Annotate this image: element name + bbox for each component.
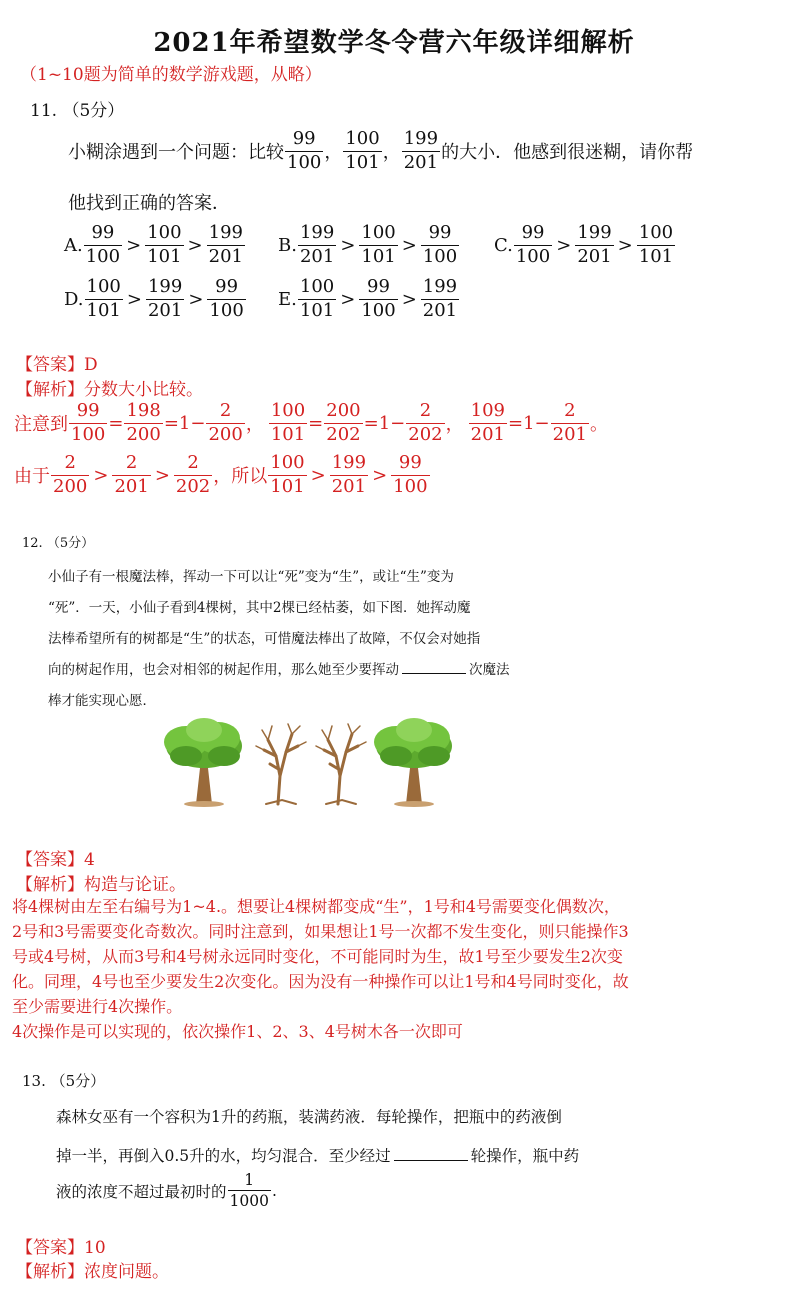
q12-stem-line: “死”．一天，小仙子看到4棵树，其中2棵已经枯萎，如下图．她挥动魔	[48, 600, 471, 616]
page-title: 2021年希望数学冬令营六年级详细解析	[153, 28, 635, 58]
q11-option-c: C. $\frac{99}{100}$ > $\frac{199}{201}$ > $\frac{100}{101}$	[494, 222, 674, 267]
q11-option-b: B. $\frac{199}{201}$ > $\frac{100}{101}$ > $\frac{99}{100}$	[278, 222, 458, 267]
q12-stem-line: 小仙子有一根魔法棒，挥动一下可以让“死”变为“生”，或让“生”变为	[48, 569, 454, 585]
trees-illustration	[156, 716, 456, 808]
fraction: $\frac{199}{201}$	[403, 128, 439, 173]
q12-stem-line: 棒才能实现心愿．	[48, 693, 156, 709]
comma: ，	[382, 142, 401, 164]
q12-answer: 【答案】4	[16, 850, 95, 870]
q13-stem-line1: 森林女巫有一个容积为1升的药瓶，装满药液．每轮操作，把瓶中的药液倒	[56, 1108, 562, 1126]
q11-analysis-label: 【解析】分数大小比较。	[16, 380, 203, 400]
q13-analysis-label: 【解析】浓度问题。	[16, 1262, 169, 1282]
answer-blank	[402, 659, 466, 674]
withered-tree-icon	[316, 724, 366, 804]
q11-analysis-line1: 注意到 $\frac{99}{100}$ = $\frac{198}{200}$ = 1− $\frac{2}{200}$ ， $\frac{100}{101}$ = $\frac{200}{202}$ = 1− $\frac{2}{202}$ ， $\frac{109}{201}$ = 1− $\frac{2}{201}$ 。	[14, 400, 608, 445]
q12-stem	[48, 562, 510, 717]
q11-stem-line2: 他找到正确的答案．	[68, 193, 230, 214]
withered-tree-icon	[256, 724, 306, 804]
q11-option-a: A. $\frac{99}{100}$ > $\frac{100}{101}$ > $\frac{199}{201}$	[64, 222, 243, 267]
answer-blank	[394, 1144, 468, 1161]
fraction: $\frac{99}{100}$	[287, 128, 322, 173]
fraction: $\frac{1}{1000}$	[229, 1171, 269, 1211]
q11-analysis-line2: 由于 $\frac{2}{200}$ > $\frac{2}{201}$ > $\frac{2}{202}$ ，所以 $\frac{100}{101}$ > $\frac{199}{201}$ > $\frac{99}{100}$	[14, 452, 428, 497]
q11-score: （5分）	[62, 101, 125, 121]
q12-analysis	[12, 894, 629, 1044]
q11-stem-text: 的大小．他感到很迷糊，请你帮	[441, 142, 694, 164]
q11-answer: 【答案】D	[16, 355, 98, 375]
fraction: $\frac{100}{101}$	[345, 128, 380, 173]
q11-header	[30, 96, 124, 121]
analysis-line: 至少需要进行4次操作。	[12, 997, 183, 1016]
q11-stem-line1	[68, 130, 693, 173]
analysis-line: 号或4号树，从而3号和4号树永远同时变化，不可能同时为生，故1号至少要发生2次变	[12, 947, 623, 966]
q12-analysis-label: 【解析】构造与论证。	[16, 875, 186, 895]
green-tree-icon	[164, 718, 242, 807]
analysis-line: 化。同理，4号也至少要发生2次变化。因为没有一种操作可以让1号和4号同时变化，故	[12, 972, 629, 991]
q11-stem-text: 小糊涂遇到一个问题：比较	[68, 142, 284, 164]
green-tree-icon	[374, 718, 452, 807]
q12-header: 12. （5分）	[22, 536, 95, 551]
analysis-line: 2号和3号需要变化奇数次。同时注意到，如果想让1号一次都不发生变化，则只能操作3	[12, 922, 629, 941]
q13-stem-line3: 液的浓度不超过最初时的 $\frac{1}{1000}$ .	[56, 1171, 277, 1211]
q11-option-d: D. $\frac{100}{101}$ > $\frac{199}{201}$ > $\frac{99}{100}$	[64, 276, 244, 321]
q13-stem-line2: 掉一半，再倒入0.5升的水，均匀混合．至少经过 轮操作，瓶中药	[56, 1144, 579, 1166]
comma: ，	[324, 142, 343, 164]
intro-note: （1~10题为简单的数学游戏题，从略）	[20, 65, 322, 85]
analysis-line: 将4棵树由左至右编号为1~4.。想要让4棵树都变成“生”，1号和4号需要变化偶数次，	[12, 897, 620, 916]
q13-header: 13. （5分）	[22, 1072, 106, 1090]
q12-stem-line: 向的树起作用，也会对相邻的树起作用，那么她至少要挥动 次魔法	[48, 655, 510, 686]
q11-option-e: E. $\frac{100}{101}$ > $\frac{99}{100}$ > $\frac{199}{201}$	[278, 276, 458, 321]
q13-answer: 【答案】10	[16, 1238, 106, 1258]
analysis-line: 4次操作是可以实现的，依次操作1、2、3、4号树木各一次即可	[12, 1022, 463, 1041]
q11-number: 11.	[30, 101, 58, 121]
q12-stem-line: 法棒希望所有的树都是“生”的状态，可惜魔法棒出了故障，不仅会对她指	[48, 631, 481, 647]
